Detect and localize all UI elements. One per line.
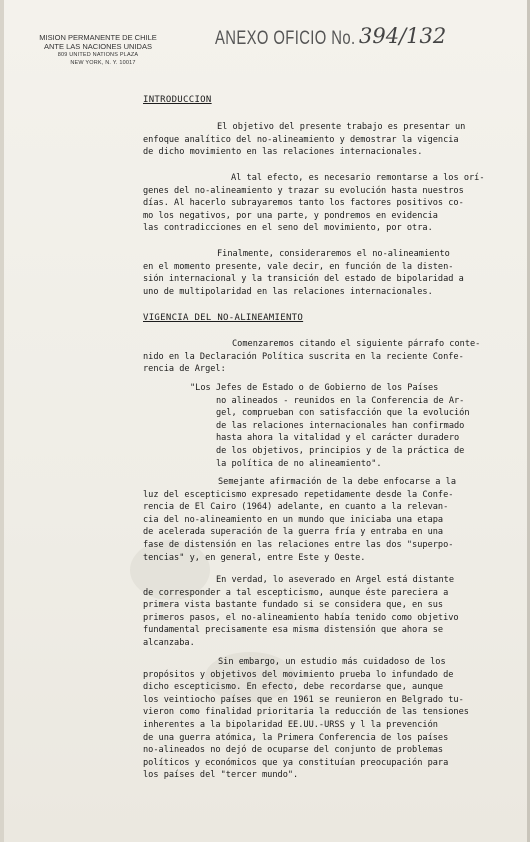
text-line: de los objetivos, principios y de la práctica de (216, 446, 465, 456)
text-line: sión internacional y la transición del estado de bipolaridad a (143, 274, 464, 285)
text-line: de una guerra atómica, la Primera Conferencia de los países (143, 732, 449, 743)
letterhead-line: ANTE LAS NACIONES UNIDAS (44, 42, 152, 51)
text-line: inherentes a la bipolaridad EE.UU.-URSS y l la prevención (143, 720, 438, 730)
text-line: de acelerada superación de la guerra fría y entraba en una (143, 527, 444, 538)
text-line: fundamental precisamente esa misma distensión que ahora se (143, 625, 444, 636)
text-line: los veintiocho países que en 1961 se reunieron en Belgrado tu- (143, 694, 464, 705)
text-line: Sin embargo, un estudio más cuidadoso de los (218, 657, 446, 667)
text-line: alcanzaba. (143, 638, 195, 648)
text-line: rencia de El Cairo (1964) adelante, en cuanto a la relevan- (143, 502, 449, 513)
text-line: propósitos y objetivos del movimiento prueba lo infundado de (143, 669, 454, 680)
text-line: tencias" y, en general, entre Este y Oeste. (143, 552, 366, 563)
text-line: días. Al hacerlo subrayaremos tanto los factores positivos co- (143, 198, 464, 209)
page-edge-shadow (0, 0, 4, 842)
text-line: de las relaciones internacionales han confirmado (216, 420, 465, 431)
text-line: dicho escepticismo. En efecto, debe recordarse que, aunque (143, 682, 444, 693)
annex-label: ANEXO OFICIO No. (215, 28, 356, 49)
text-line: uno de multipolaridad en las relaciones internacionales. (143, 286, 433, 297)
text-line: hasta ahora la vitalidad y el carácter duradero (216, 433, 460, 444)
section-heading-vigencia: VIGENCIA DEL NO-ALINEAMIENTO (143, 313, 304, 323)
text-line: rencia de Argel: (143, 364, 226, 375)
text-line: gel, comprueban con satisfacción que la evolución (216, 408, 470, 419)
letterhead-address: 809 UNITED NATIONS PLAZA (57, 52, 139, 58)
text-line: Semejante afirmación de la debe enfocarse a la (218, 477, 456, 487)
text-line: Comenzaremos citando el siguiente párrafo conte- (232, 339, 481, 349)
text-line: primera vista bastante fundado si se considera que, en sus (143, 600, 444, 611)
text-line: los países del "tercer mundo". (143, 770, 299, 781)
text-line: de corresponder a tal escepticismo, aunque éste pareciera a (143, 587, 449, 598)
text-line: vieron como finalidad prioritaria la reducción de las tensiones (143, 707, 469, 718)
text-line: no-alineados no dejó de ocuparse del conjunto de problemas (143, 745, 444, 756)
text-line: no alineados - reunidos en la Conferencia de Ar- (216, 395, 465, 406)
text-line: nido en la Declaración Política suscrita en la reciente Confe- (143, 351, 464, 362)
text-line: enfoque analítico del no-alineamiento y demostrar la vigencia (143, 134, 459, 145)
text-line: políticos y económicos que ya constituían preocupación para (143, 757, 449, 768)
text-line: El objetivo del presente trabajo es presentar un (217, 122, 466, 132)
text-line: las contradicciones en el seno del movimiento, por otra. (143, 223, 433, 234)
text-line: luz del escepticismo expresado repetidamente desde la Confe- (143, 489, 454, 500)
text-line: En verdad, lo aseverado en Argel está distante (216, 575, 454, 585)
text-line: fase de distensión en las relaciones entre las dos "superpo- (143, 540, 454, 550)
text-line: de dicho movimiento en las relaciones internacionales. (143, 147, 423, 158)
text-line: "Los Jefes de Estado o de Gobierno de los Países (190, 383, 439, 393)
letterhead (38, 33, 158, 67)
text-line: Al tal efecto, es necesario remontarse a los orí- (231, 173, 485, 183)
text-line: genes del no-alineamiento y trazar su evolución hasta nuestros (143, 185, 464, 196)
text-line: en el momento presente, vale decir, en función de la disten- (143, 261, 454, 272)
text-line: mo los negativos, por una parte, y pondremos en evidencia (143, 210, 438, 221)
letterhead-city: NEW YORK, N. Y. 10017 (70, 60, 136, 66)
text-line: primeros pasos, el no-alineamiento había tenido como objetivo (143, 612, 459, 623)
letterhead-line: MISION PERMANENTE DE CHILE (39, 33, 157, 42)
text-line: cia del no-alineamiento en un mundo que iniciaba una etapa (143, 514, 444, 525)
section-heading-introduccion: INTRODUCCION (143, 95, 212, 105)
annex-number-handwritten: 394/132 (359, 24, 447, 48)
text-line: la política de no alineamiento". (216, 458, 382, 469)
text-line: Finalmente, consideraremos el no-alineamiento (217, 249, 450, 259)
